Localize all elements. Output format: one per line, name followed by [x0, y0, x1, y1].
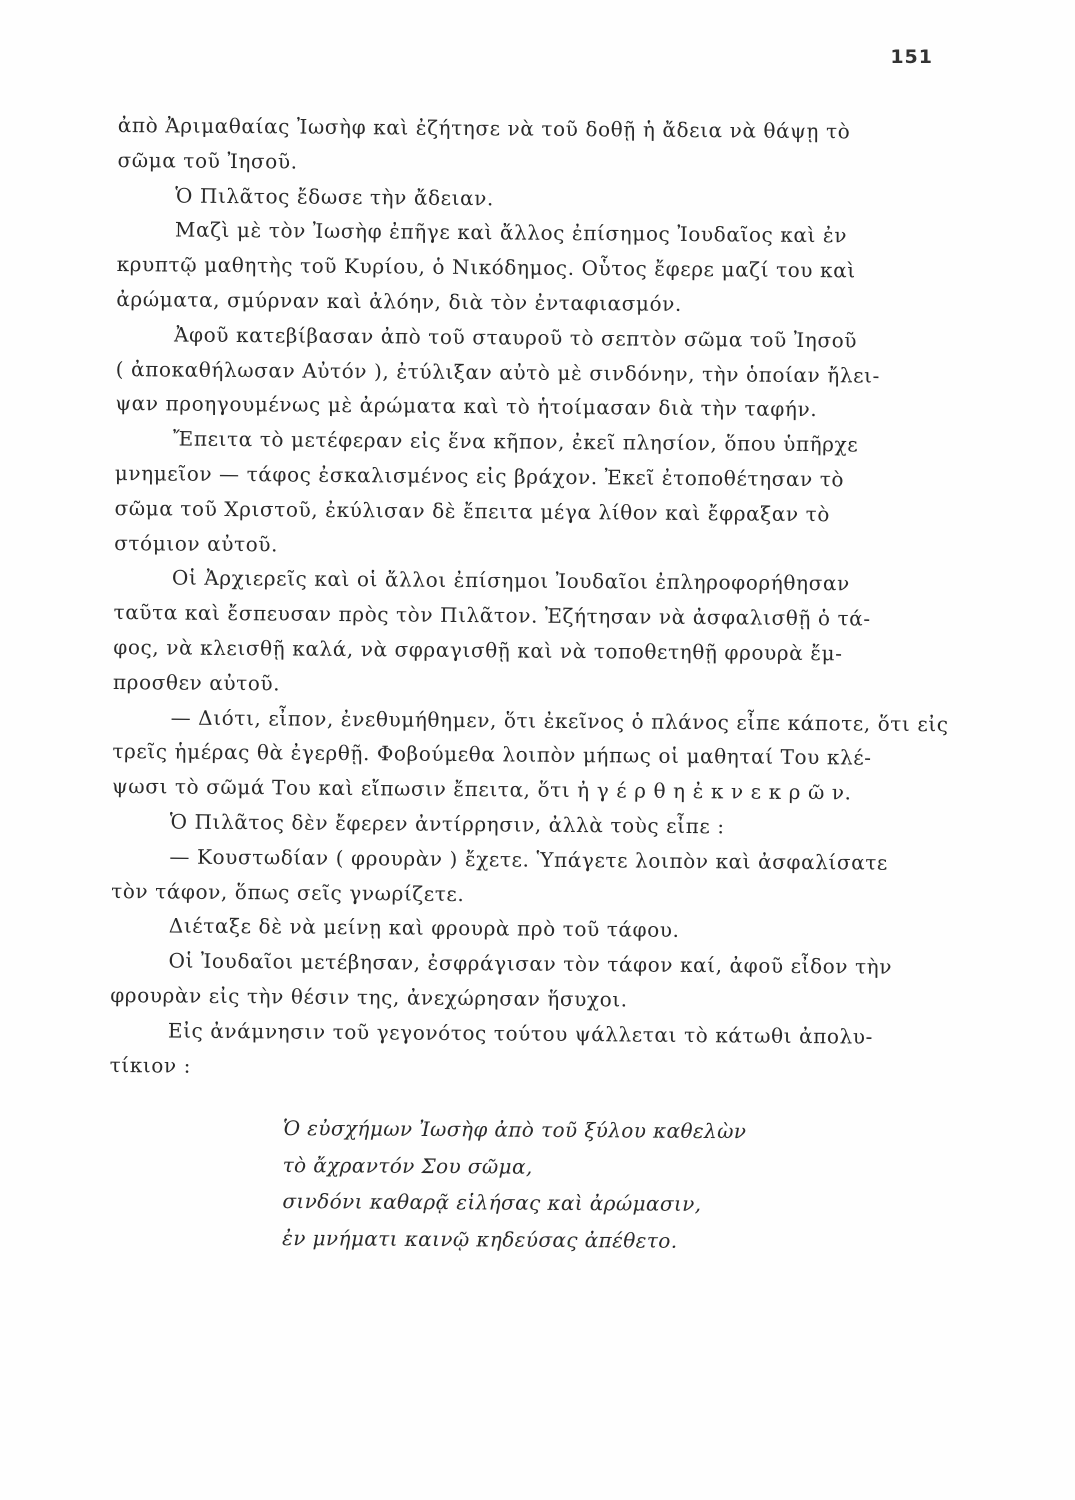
- text-line: Ὁ Πιλᾶτος δὲν ἔφερεν ἀντίρρησιν, ἀλλὰ τοὺς εἶπε :: [169, 809, 725, 839]
- text-line: σῶμα τοῦ Ἰησοῦ.: [117, 147, 298, 174]
- text-line: φος, νὰ κλεισθῇ καλά, νὰ σφραγισθῇ καὶ νὰ τοποθετηθῇ φρουρὰ ἔμ-: [113, 634, 843, 666]
- text-line: Μαζὶ μὲ τὸν Ἰωσὴφ ἐπῆγε καὶ ἄλλος ἐπίσημος Ἰουδαῖος καὶ ἐν: [174, 217, 848, 248]
- text-line: Οἱ Ἰουδαῖοι μετέβησαν, ἐσφράγισαν τὸν τάφον καί, ἀφοῦ εἶδον τὴν: [168, 948, 893, 979]
- text-line: ἀρώματα, σμύρναν καὶ ἀλόην, διὰ τὸν ἐνταφιασμόν.: [116, 286, 682, 316]
- text-line: Ἀφοῦ κατεβίβασαν ἀπὸ τοῦ σταυροῦ τὸ σεπτὸν σῶμα τοῦ Ἰησοῦ: [173, 322, 858, 353]
- text-line: Ἔπειτα τὸ μετέφεραν εἰς ἕνα κῆπον, ἐκεῖ πλησίον, ὅπου ὑπῆρχε: [173, 426, 859, 457]
- hymn-line: τὸ ἄχραντόν Σου σῶμα,: [282, 1152, 533, 1179]
- text-line: Οἱ Ἀρχιερεῖς καὶ οἱ ἄλλοι ἐπίσημοι Ἰουδαῖοι ἐπληροφορήθησαν: [171, 565, 850, 596]
- text-line: φρουρὰν εἰς τὴν θέσιν της, ἀνεχώρησαν ἥσυχοι.: [110, 982, 628, 1012]
- text-line: — Διότι, εἶπον, ἐνεθυμήθημεν, ὅτι ἐκεῖνος ὁ πλάνος εἶπε κάποτε, ὅτι εἰς: [170, 705, 949, 736]
- hymn-apolytikion: [282, 1110, 923, 1260]
- text-line: Διέταξε δὲ νὰ μείνῃ καὶ φρουρὰ πρὸ τοῦ τάφου.: [168, 913, 680, 943]
- body-text: [109, 108, 965, 1090]
- text-line: — Κουστωδίαν ( φρουρὰν ) ἔχετε. Ὑπάγετε λοιπὸν καὶ ἀσφαλίσατε: [169, 844, 888, 875]
- text-line: τὸν τάφον, ὅπως σεῖς γνωρίζετε.: [111, 878, 465, 906]
- hymn-line: σινδόνι καθαρᾷ εἱλήσας καὶ ἀρώμασιν,: [282, 1188, 702, 1216]
- text-line: τίκιον :: [109, 1052, 192, 1078]
- hymn-line: ἐν μνήματι καινῷ κηδεύσας ἀπέθετο.: [282, 1225, 678, 1253]
- text-line: μνημεῖον — τάφος ἐσκαλισμένος εἰς βράχον. Ἐκεῖ ἐτοποθέτησαν τὸ: [114, 460, 845, 492]
- text-line: Ὁ Πιλᾶτος ἔδωσε τὴν ἄδειαν.: [175, 183, 495, 210]
- text-line: ταῦτα καὶ ἔσπευσαν πρὸς τὸν Πιλᾶτον. Ἐζήτησαν νὰ ἀσφαλισθῇ ὁ τά-: [113, 600, 871, 631]
- text-line: ψαν προηγουμένως μὲ ἀρώματα καὶ τὸ ἡτοίμασαν διὰ τὴν ταφήν.: [115, 391, 818, 422]
- text-line: τρεῖς ἡμέρας θὰ ἐγερθῇ. Φοβούμεθα λοιπὸν μήπως οἱ μαθηταί Του κλέ-: [112, 739, 872, 770]
- text-line: Εἰς ἀνάμνησιν τοῦ γεγονότος τούτου ψάλλεται τὸ κάτωθι ἀπολυ-: [167, 1018, 874, 1049]
- hymn-line: Ὁ εὐσχήμων Ἰωσὴφ ἀπὸ τοῦ ξύλου καθελὼν: [282, 1115, 747, 1144]
- text-line: προσθεν αὐτοῦ.: [112, 669, 281, 696]
- text-line: ψωσι τὸ σῶμά Του καὶ εἴπωσιν ἔπειτα, ὅτι ἠ γ έ ρ θ η ἐ κ ν ε κ ρ ῶ ν.: [111, 774, 852, 805]
- text-line: ἀπὸ Ἀριμαθαίας Ἰωσὴφ καὶ ἐζήτησε νὰ τοῦ δοθῇ ἡ ἄδεια νὰ θάψῃ τὸ: [117, 112, 851, 144]
- text-line: κρυπτῷ μαθητὴς τοῦ Κυρίου, ὁ Νικόδημος. Οὗτος ἔφερε μαζί του καὶ: [116, 252, 856, 283]
- text-line: σῶμα τοῦ Χριστοῦ, ἐκύλισαν δὲ ἔπειτα μέγα λίθον καὶ ἔφραξαν τὸ: [114, 495, 831, 526]
- page-number: 151: [890, 46, 933, 68]
- text-line: ( ἀποκαθήλωσαν Αὐτόν ), ἐτύλιξαν αὐτὸ μὲ σινδόνην, τὴν ὁποίαν ἤλει-: [115, 356, 881, 388]
- text-line: στόμιον αὐτοῦ.: [114, 530, 279, 556]
